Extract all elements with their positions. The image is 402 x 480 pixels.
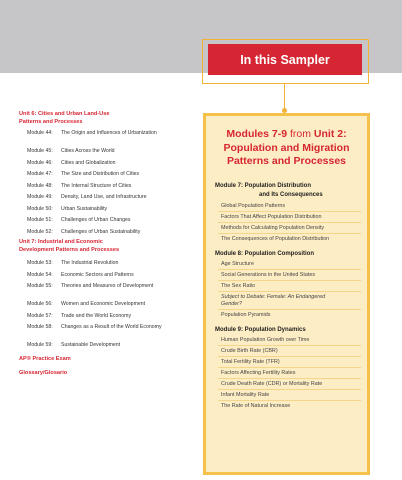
list-item[interactable]: Module 50: Urban Sustainability <box>27 205 108 212</box>
list-item[interactable]: Infant Mortality Rate <box>221 392 270 398</box>
list-item[interactable]: Social Generations in the United States <box>221 272 316 278</box>
sampler-panel <box>203 113 370 475</box>
list-item[interactable]: Module 59: Sustainable Development <box>27 342 121 348</box>
list-item[interactable]: Module 53: The Industrial Revolution <box>27 260 119 266</box>
list-item[interactable]: The Sex Ratio <box>221 283 256 289</box>
sampler-title: In this Sampler <box>240 52 330 67</box>
unit7-heading[interactable]: Unit 7: Industrial and Economic Development Patterns and Processes <box>19 239 120 253</box>
module7-heading[interactable]: Module 7: Population Distribution and Its Consequences <box>215 183 323 198</box>
list-item[interactable]: Module 44: The Origin and Influences of Urbanization <box>27 130 157 136</box>
divider <box>218 269 361 270</box>
list-item[interactable]: Age Structure <box>221 261 254 267</box>
divider <box>218 233 361 234</box>
module9-heading[interactable]: Module 9: Population Dynamics <box>215 327 306 333</box>
list-item[interactable]: Global Population Patterns <box>221 203 286 209</box>
divider <box>218 356 361 357</box>
module8-heading[interactable]: Module 8: Population Composition <box>215 251 314 257</box>
list-item[interactable]: The Rate of Natural Increase <box>221 403 291 409</box>
list-item[interactable]: Factors That Affect Population Distribution <box>221 214 322 220</box>
list-item[interactable]: Module 51: Challenges of Urban Changes <box>27 217 131 223</box>
list-item[interactable]: Module 55: Theories and Measures of Development <box>27 283 154 289</box>
divider <box>218 291 361 292</box>
divider <box>218 378 361 379</box>
divider <box>218 222 361 223</box>
list-item[interactable]: Module 56: Women and Economic Development <box>27 301 146 307</box>
divider <box>218 211 361 212</box>
list-item[interactable]: Subject to Debate: Female: An Endangered Gender? <box>221 294 326 307</box>
divider <box>218 345 361 346</box>
list-item[interactable]: Factors Affecting Fertility Rates <box>221 370 296 376</box>
list-item[interactable]: Total Fertility Rate (TFR) <box>221 359 280 365</box>
list-item[interactable]: Methods for Calculating Population Density <box>221 225 325 231</box>
connector-line <box>284 84 285 111</box>
list-item[interactable]: Population Pyramids <box>221 312 271 318</box>
unit6-heading[interactable]: Unit 6: Cities and Urban Land-Use Patterns and Processes <box>19 111 110 125</box>
list-item[interactable]: Module 52: Challenges of Urban Sustainability <box>27 228 141 235</box>
list-item[interactable]: Module 57: Trade and the World Economy <box>27 312 132 319</box>
glossary-link[interactable]: Glossary/Glosario <box>19 370 68 376</box>
list-item[interactable]: Module 48: The Internal Structure of Cities <box>27 182 132 189</box>
panel-title: Modules 7-9 from Unit 2: Population and Migration Patterns and Processes <box>223 128 350 167</box>
list-item[interactable]: Module 49: Density, Land Use, and Infrastructure <box>27 194 147 200</box>
list-item[interactable]: Module 46: Cities and Globalization <box>27 159 116 166</box>
list-item[interactable]: Crude Death Rate (CDR) or Mortality Rate <box>221 381 323 387</box>
divider <box>218 400 361 401</box>
list-item[interactable]: Module 58: Changes as a Result of the World Economy <box>27 324 162 330</box>
divider <box>218 367 361 368</box>
list-item[interactable]: Module 54: Economic Sectors and Patterns <box>27 271 134 278</box>
list-item[interactable]: The Consequences of Population Distribution <box>221 236 330 242</box>
list-item[interactable]: Module 45: Cities Across the World <box>27 148 115 154</box>
divider <box>218 309 361 310</box>
practice-exam-link[interactable]: AP® Practice Exam <box>19 356 71 362</box>
list-item[interactable]: Module 47: The Size and Distribution of Cities <box>27 171 140 177</box>
list-item[interactable]: Crude Birth Rate (CBR) <box>221 348 278 354</box>
sampler-title-tab <box>208 44 362 75</box>
divider <box>218 389 361 390</box>
list-item[interactable]: Human Population Growth over Time <box>221 337 310 343</box>
divider <box>218 280 361 281</box>
